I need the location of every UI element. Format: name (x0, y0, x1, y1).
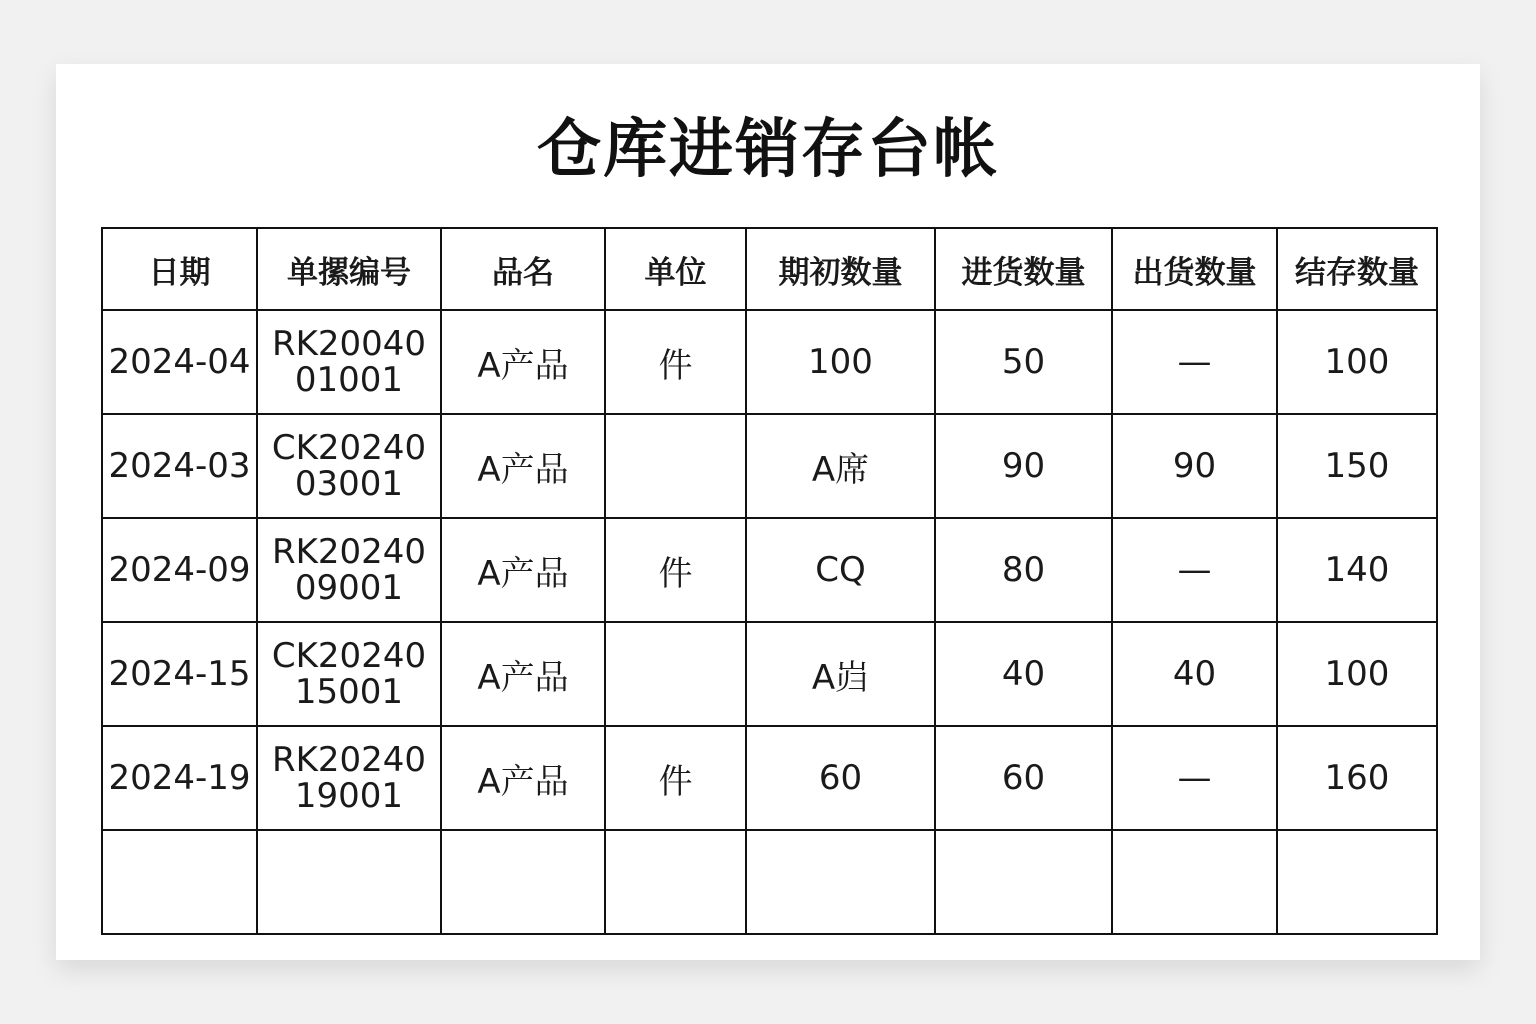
cell-product-name: A产品 (441, 414, 605, 518)
doc-number-line1: RK20040 (271, 324, 427, 364)
cell-balance-qty: 100 (1277, 622, 1437, 726)
cell-date: 2024-15 (102, 622, 257, 726)
empty-table-row (102, 830, 1437, 934)
table-row (102, 310, 1437, 414)
cell-opening-qty: A席 (746, 414, 935, 518)
cell-doc-number (257, 622, 441, 726)
doc-number-line1: CK20240 (271, 428, 427, 468)
cell-unit (605, 622, 746, 726)
cell-opening-qty: 60 (746, 726, 935, 830)
table-row (102, 622, 1437, 726)
cell-inbound-qty: 80 (935, 518, 1112, 622)
table-row (102, 518, 1437, 622)
header-outbound-qty: 出货数量 (1112, 228, 1277, 310)
cell-balance-qty: 140 (1277, 518, 1437, 622)
empty-cell (441, 830, 605, 934)
doc-number-line2: 03001 (294, 464, 404, 504)
cell-date: 2024-03 (102, 414, 257, 518)
cell-inbound-qty: 40 (935, 622, 1112, 726)
doc-number-line1: RK20240 (271, 532, 427, 572)
table-header-row (102, 228, 1437, 310)
cell-product-name: A产品 (441, 310, 605, 414)
cell-unit: 件 (605, 310, 746, 414)
cell-outbound-qty: — (1112, 726, 1277, 830)
cell-balance-qty: 160 (1277, 726, 1437, 830)
cell-opening-qty: A岿 (746, 622, 935, 726)
cell-inbound-qty: 50 (935, 310, 1112, 414)
cell-outbound-qty: — (1112, 518, 1277, 622)
cell-date: 2024-19 (102, 726, 257, 830)
cell-date: 2024-04 (102, 310, 257, 414)
cell-outbound-qty: 90 (1112, 414, 1277, 518)
cell-outbound-qty: 40 (1112, 622, 1277, 726)
cell-doc-number (257, 518, 441, 622)
header-doc-number: 单摞编号 (257, 228, 441, 310)
page-title: 仓库进销存台帐 (537, 113, 999, 187)
cell-balance-qty: 100 (1277, 310, 1437, 414)
empty-cell (935, 830, 1112, 934)
header-opening-qty: 期初数量 (746, 228, 935, 310)
cell-opening-qty: 100 (746, 310, 935, 414)
doc-number-line1: RK20240 (271, 740, 427, 780)
cell-date: 2024-09 (102, 518, 257, 622)
cell-product-name: A产品 (441, 622, 605, 726)
empty-cell (1112, 830, 1277, 934)
cell-doc-number (257, 414, 441, 518)
table-row (102, 414, 1437, 518)
empty-cell (746, 830, 935, 934)
header-inbound-qty: 进货数量 (935, 228, 1112, 310)
empty-cell (1277, 830, 1437, 934)
doc-number-line2: 15001 (294, 672, 404, 712)
empty-cell (605, 830, 746, 934)
cell-opening-qty: CQ (746, 518, 935, 622)
header-balance-qty: 结存数量 (1277, 228, 1437, 310)
cell-unit: 件 (605, 518, 746, 622)
cell-inbound-qty: 90 (935, 414, 1112, 518)
cell-doc-number (257, 726, 441, 830)
cell-inbound-qty: 60 (935, 726, 1112, 830)
table-row (102, 726, 1437, 830)
cell-balance-qty: 150 (1277, 414, 1437, 518)
cell-unit (605, 414, 746, 518)
doc-number-line2: 09001 (294, 568, 404, 608)
doc-number-line2: 19001 (294, 776, 404, 816)
empty-cell (257, 830, 441, 934)
ledger-table (101, 227, 1438, 935)
doc-number-line1: CK20240 (271, 636, 427, 676)
header-date: 日期 (102, 228, 257, 310)
cell-unit: 件 (605, 726, 746, 830)
cell-doc-number (257, 310, 441, 414)
cell-product-name: A产品 (441, 518, 605, 622)
doc-number-line2: 01001 (294, 360, 404, 400)
cell-product-name: A产品 (441, 726, 605, 830)
empty-cell (102, 830, 257, 934)
header-product-name: 品名 (441, 228, 605, 310)
cell-outbound-qty: — (1112, 310, 1277, 414)
header-unit: 单位 (605, 228, 746, 310)
